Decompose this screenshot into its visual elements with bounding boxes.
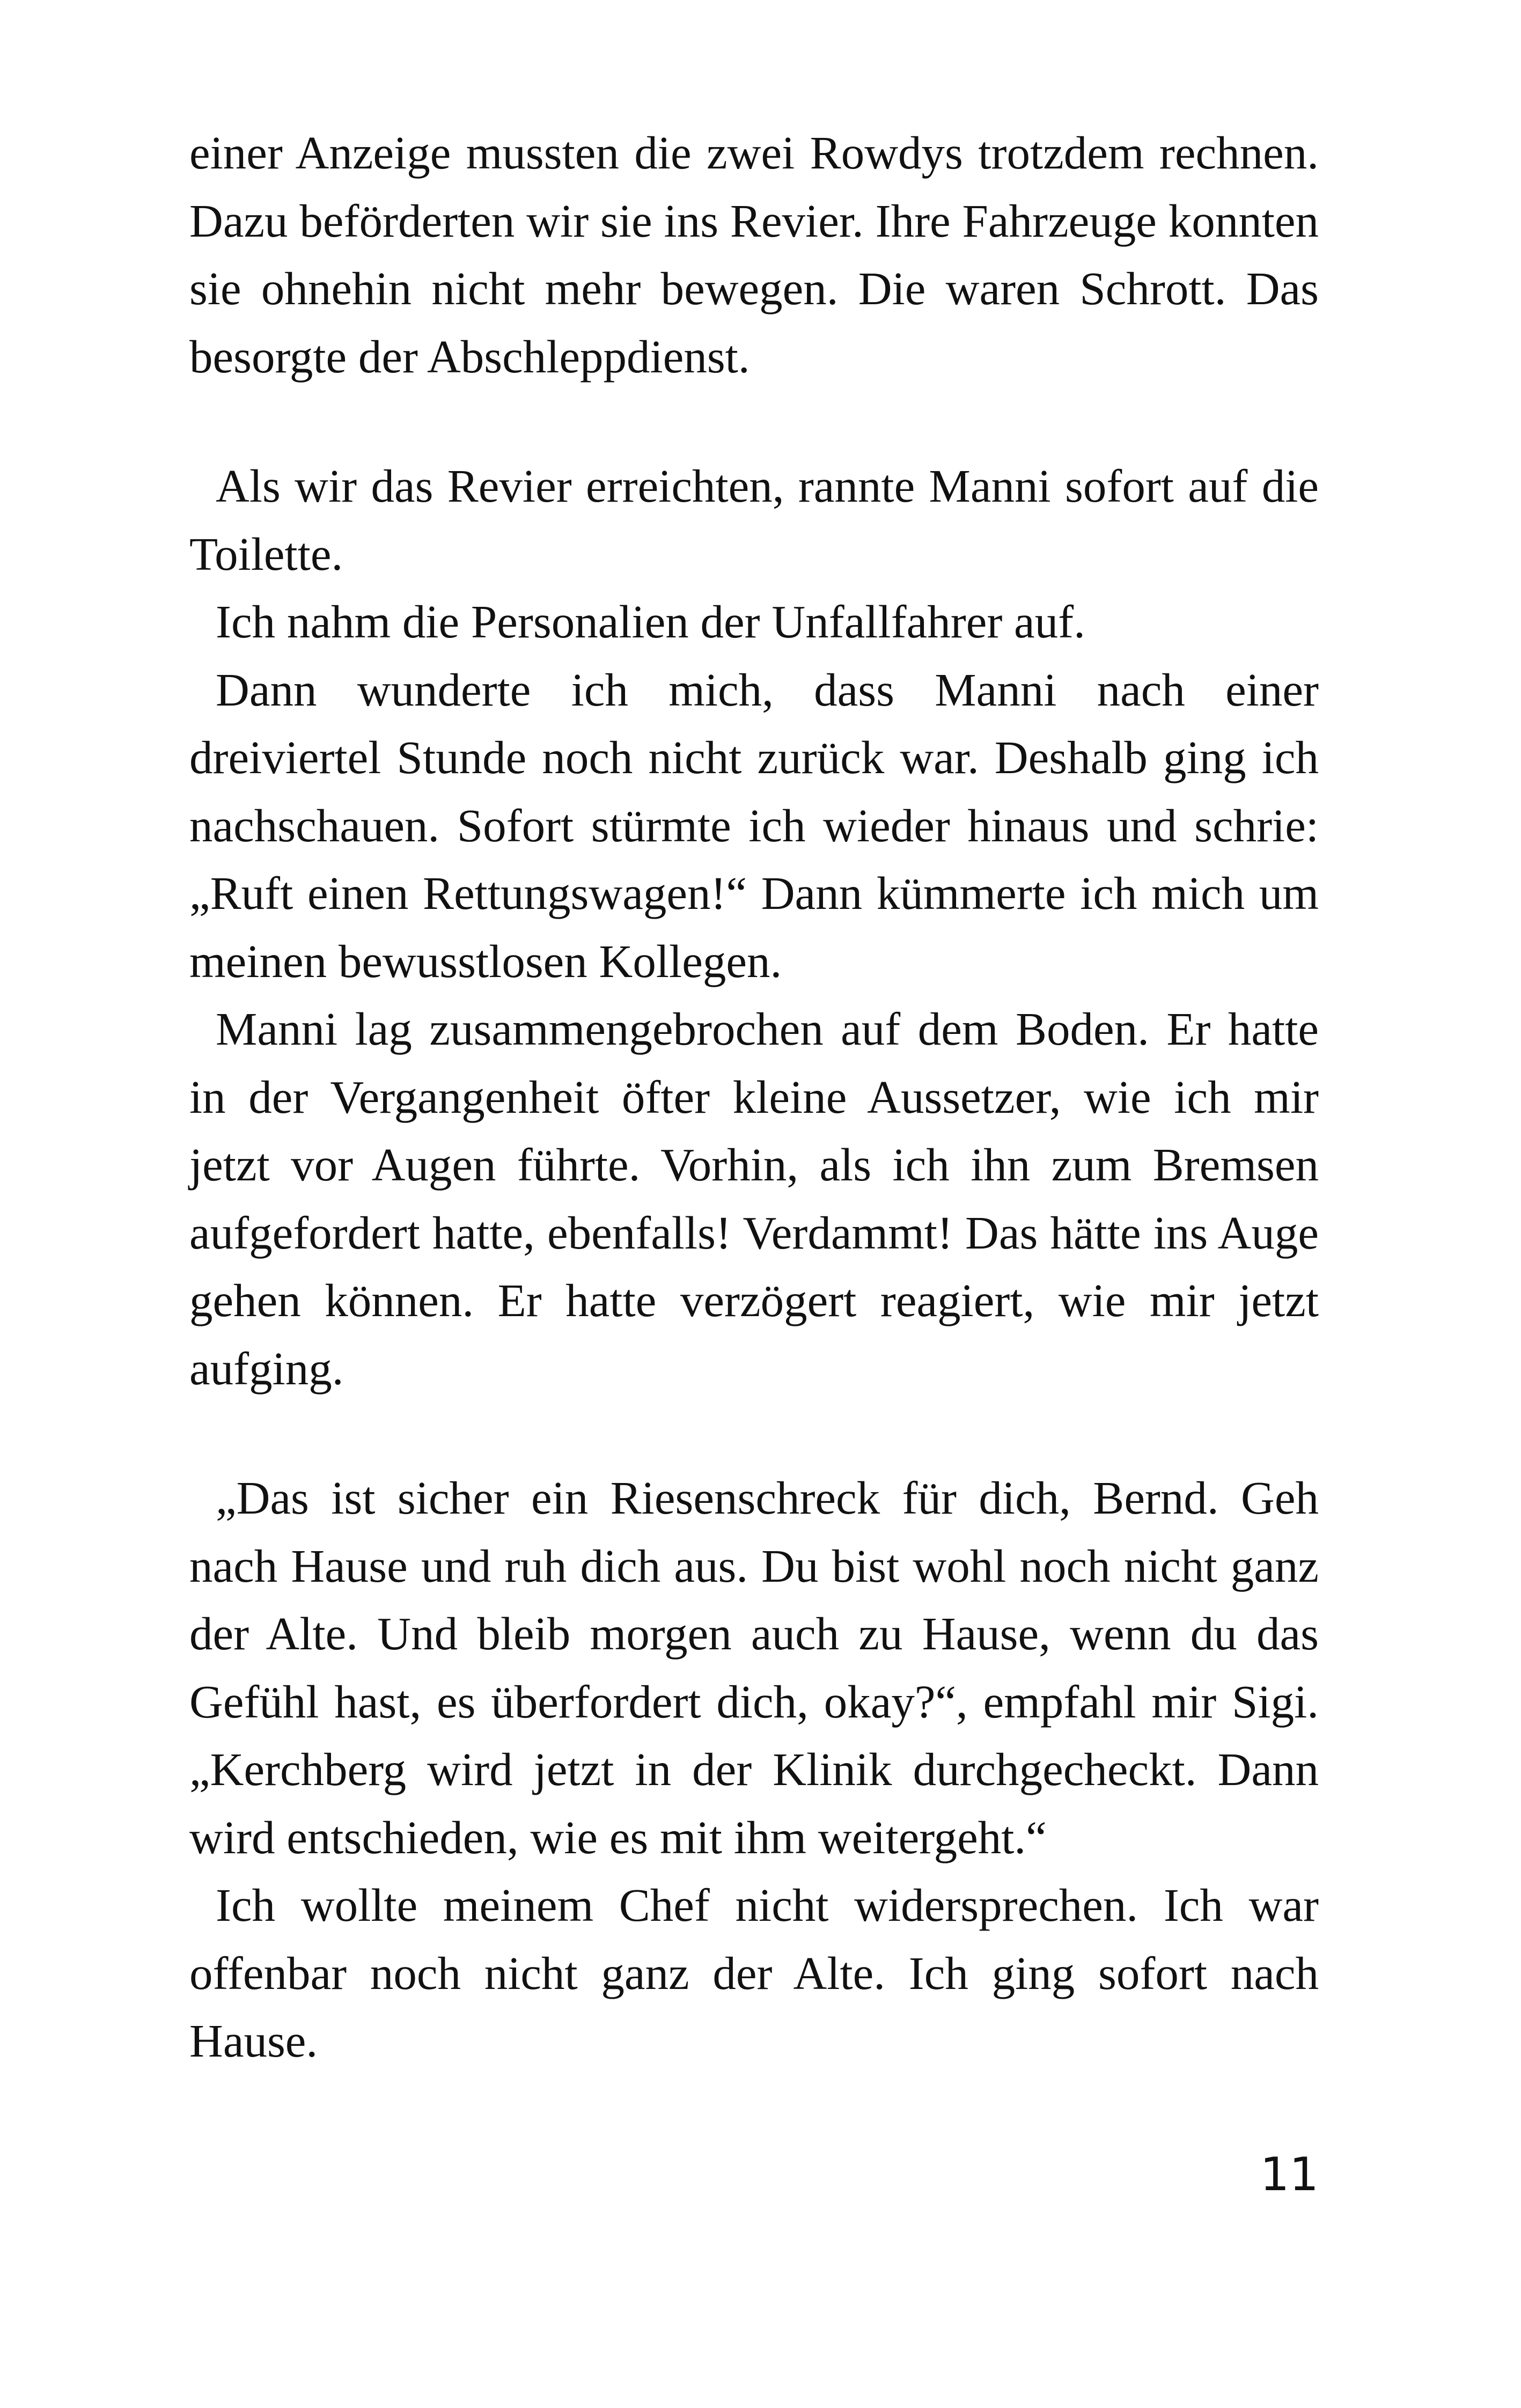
paragraph-3: Ich nahm die Personalien der Unfallfahrer auf. xyxy=(216,596,1085,648)
paragraph-7: Ich wollte meinem Chef nicht widersprechen. Ich war offenbar noch nicht ganz der Alte. Ich ging sofort nach Hause. xyxy=(189,1879,1319,2067)
body-text xyxy=(189,119,1319,2075)
page-number: 11 xyxy=(1260,2148,1319,2201)
paragraph-1: einer Anzeige mussten die zwei Rowdys trotzdem rechnen. Dazu beförderten wir sie ins Revier. Ihre Fahrzeuge konnten sie ohnehin nicht mehr bewegen. Die waren Schrott. Das besorgte der Abschleppdienst. xyxy=(189,127,1319,383)
section-break xyxy=(189,391,1319,452)
paragraph-4: Dann wunderte ich mich, dass Manni nach einer dreiviertel Stunde noch nicht zurück war. Deshalb ging ich nachschauen. Sofort stürmte ich wieder hinaus und schrie: „Ruft einen Rettungswagen!“ Dann kümmerte ich mich um meinen bewusstlosen Kollegen. xyxy=(189,663,1319,987)
paragraph-5: Manni lag zusammengebrochen auf dem Boden. Er hatte in der Vergangenheit öfter kleine Aussetzer, wie ich mir jetzt vor Augen führte. Vorhin, als ich ihn zum Bremsen aufgefordert hatte, ebenfalls! Verdammt! Das hätte ins Auge gehen können. Er hatte verzögert reagiert, wie mir jetzt aufging. xyxy=(189,1003,1319,1394)
section-break xyxy=(189,1403,1319,1464)
paragraph-2: Als wir das Revier erreichten, rannte Manni sofort auf die Toilette. xyxy=(189,460,1319,580)
paragraph-6: „Das ist sicher ein Riesenschreck für dich, Bernd. Geh nach Hause und ruh dich aus. Du bist wohl noch nicht ganz der Alte. Und bleib morgen auch zu Hause, wenn du das Gefühl hast, es überfordert dich, okay?“, empfahl mir Sigi. „Kerchberg wird jetzt in der Klinik durchgecheckt. Dann wird entschieden, wie es mit ihm weitergeht.“ xyxy=(189,1472,1319,1863)
